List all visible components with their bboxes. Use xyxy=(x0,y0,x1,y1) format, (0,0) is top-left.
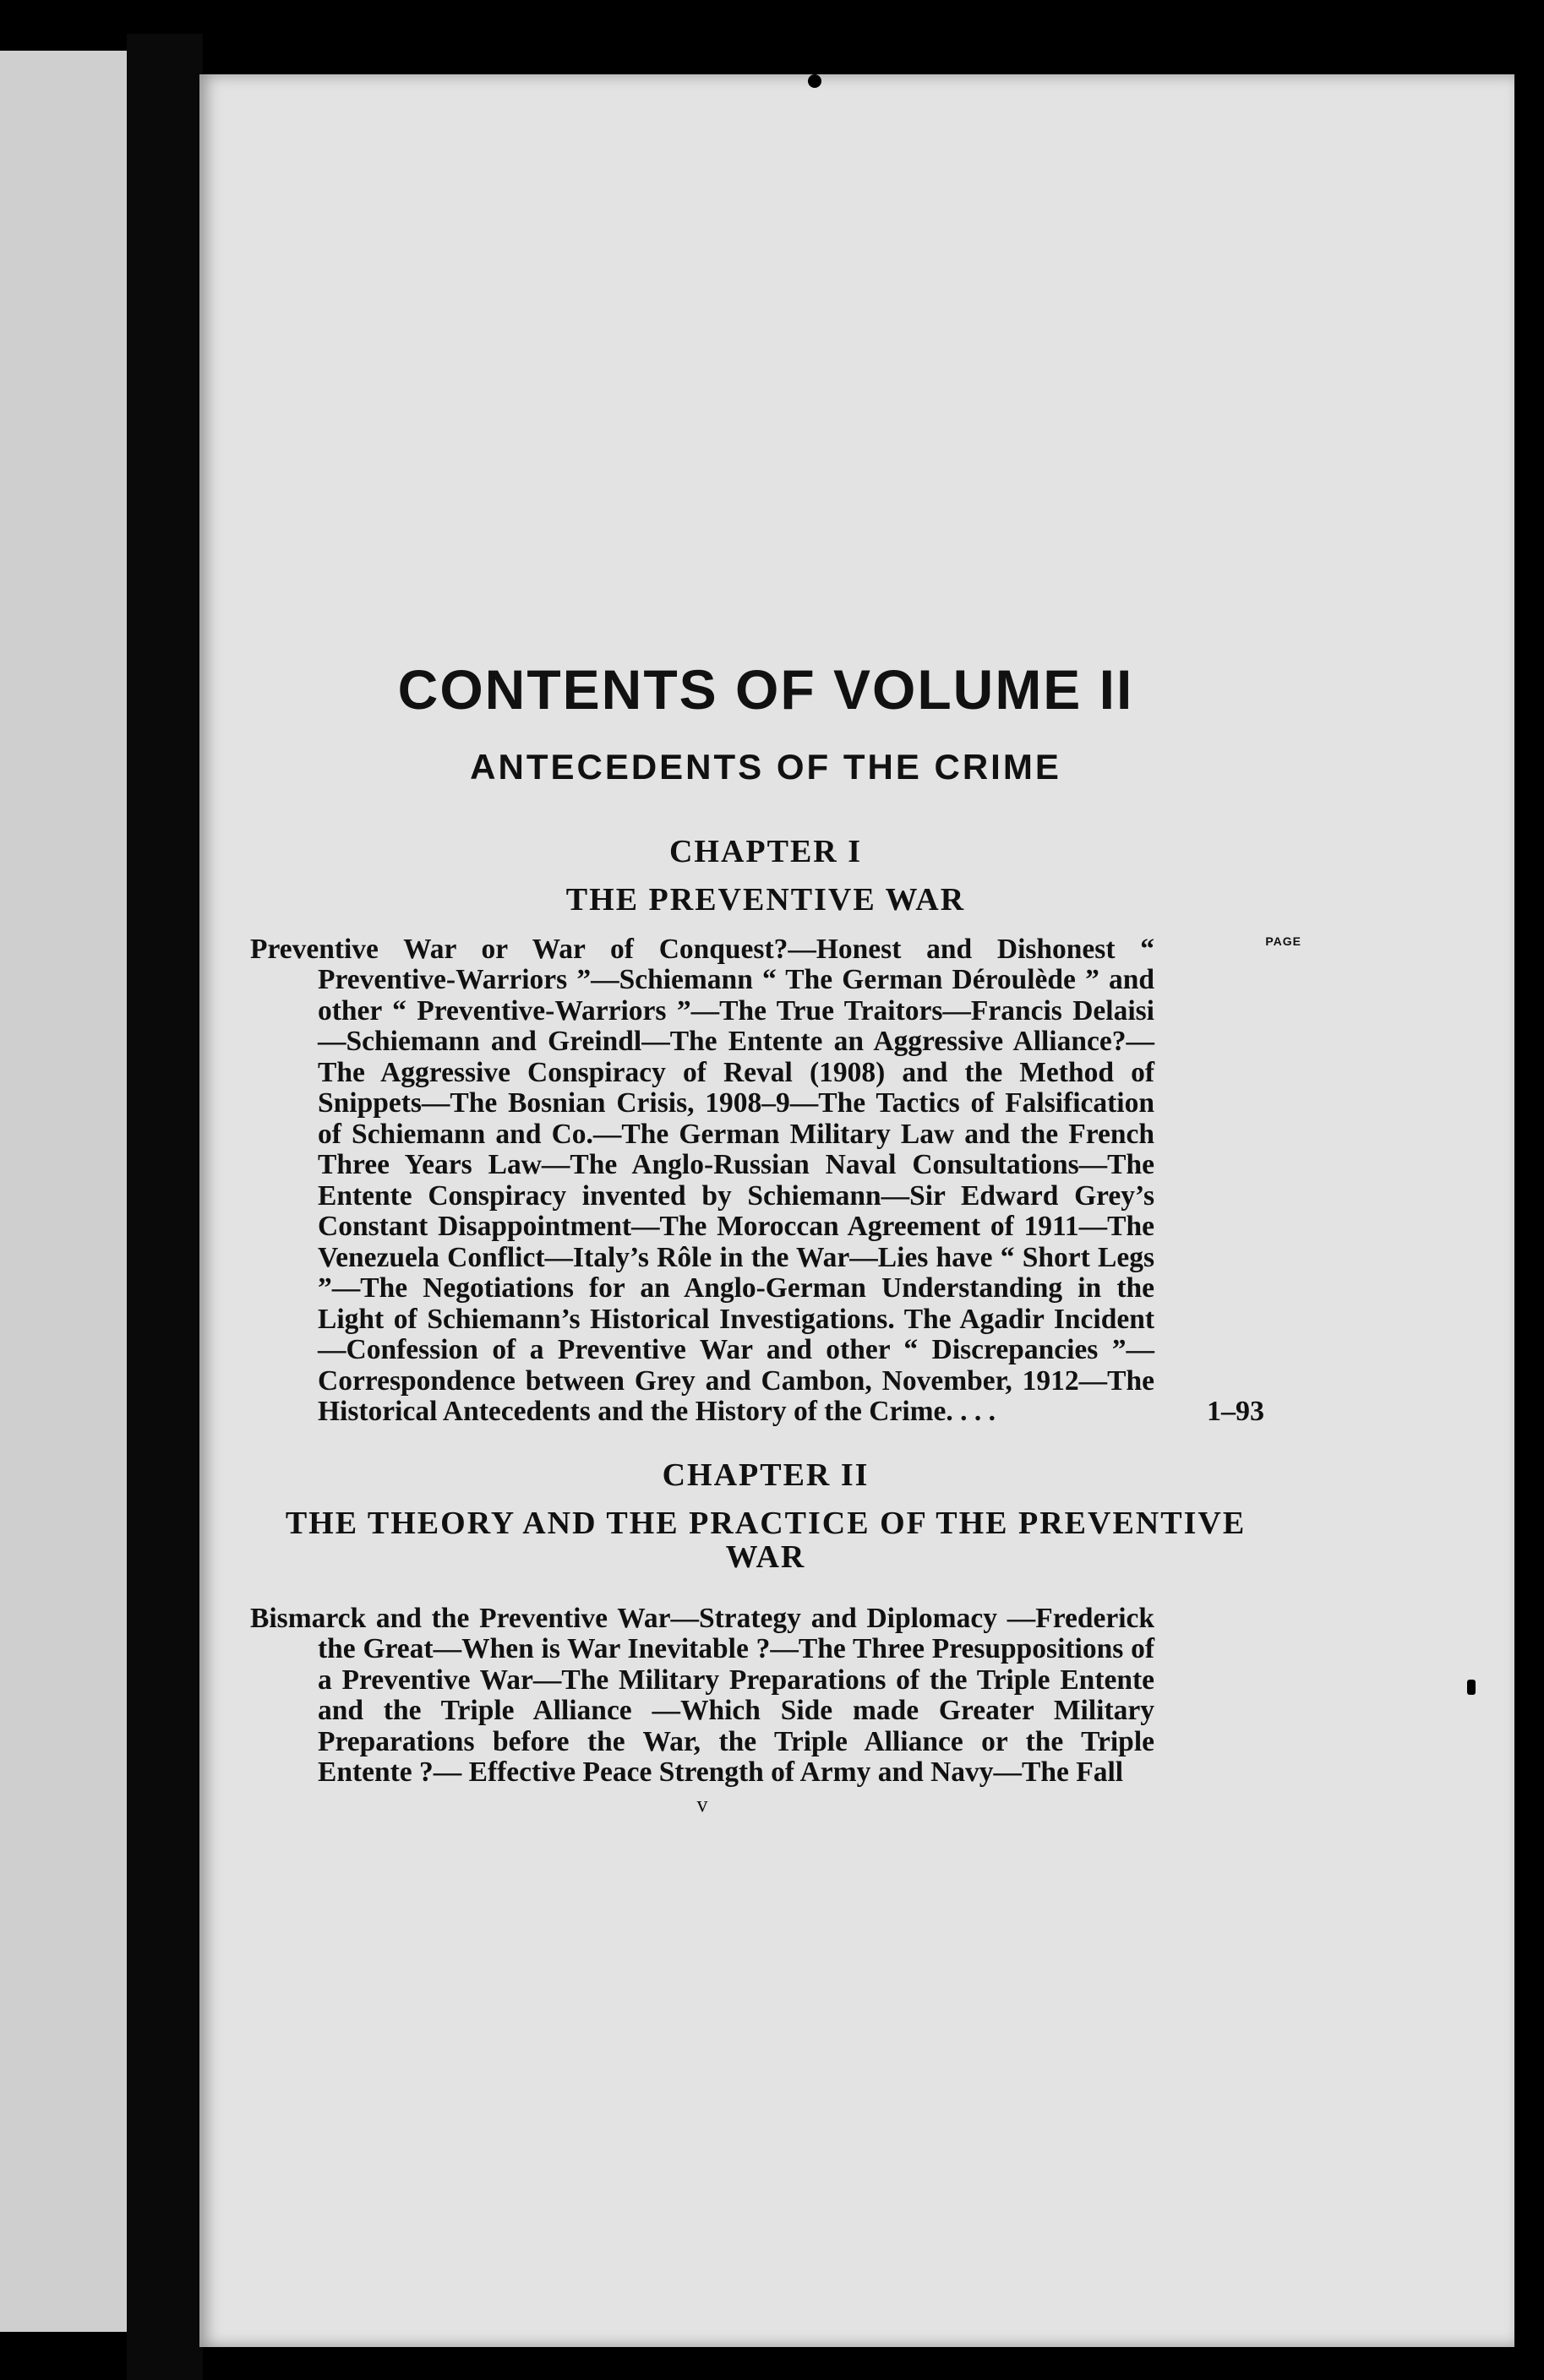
facing-page-edge xyxy=(0,51,127,2332)
chapter-1-entry-wrap xyxy=(250,933,1301,1428)
page-column-label: PAGE xyxy=(1265,934,1301,948)
chapter-2-label: CHAPTER II xyxy=(662,1457,870,1493)
ink-speck xyxy=(1467,1680,1476,1695)
chapter-2-summary-text: Bismarck and the Preventive War—Strategy and Diplomacy —Frederick the Great—When is War Inevitable ?—The Three Presuppositions of a Preventive War—The Military Preparations of the Triple Entente and the Triple Alliance —Which Side made Greater Military Preparations before the War, the Triple Alliance or the Triple Entente ?— Effective Peace Strength of Army and Navy—The Fall xyxy=(250,1602,1154,1789)
page-subtitle: ANTECEDENTS OF THE CRIME xyxy=(470,747,1061,787)
chapter-1-summary-text: Preventive War or War of Conquest?—Honest and Dishonest “ Preventive-Warriors ”—Schiemann “ The German Déroulède ” and other “ Preventive-Warriors ”—The True Traitors—Francis Delaisi—Schiemann and Greindl—The Entente an Aggressive Alliance?—The Aggressive Conspiracy of Reval (1908) and the Method of Snippets—The Bosnian Crisis, 1908–9—The Tactics of Falsification of Schiemann and Co.—The German Military Law and the French Three Years Law—The Anglo-Russian Naval Consultations—The Entente Conspiracy invented by Schiemann—Sir Edward Grey’s Constant Disappointment—The Moroccan Agreement of 1911—The Venezuela Conflict—Italy’s Rôle in the War—Lies have “ Short Legs ”—The Negotiations for an Anglo-German Understanding in the Light of Schiemann’s Historical Investigations. The Agadir Incident—Confession of a Preventive War and other “ Discrepancies ”—Correspondence between Grey and Cambon, November, 1912—The Historical Antecedents and the History of the Crime. . . . xyxy=(250,933,1154,1428)
chapter-1-title: THE PREVENTIVE WAR xyxy=(565,882,966,918)
book-spine xyxy=(127,34,203,2380)
ink-speck xyxy=(808,74,821,88)
chapter-1-pages: 1–93 xyxy=(1207,1396,1264,1428)
chapter-2-summary xyxy=(250,1604,1154,1789)
page-title: CONTENTS OF VOLUME II xyxy=(397,658,1134,721)
page-folio: v xyxy=(696,1791,708,1816)
chapter-1-summary xyxy=(250,933,1264,1428)
book-page xyxy=(199,74,1514,2347)
chapter-1-label: CHAPTER I xyxy=(668,834,863,869)
chapter-2-title: THE THEORY AND THE PRACTICE OF THE PREVENTIVE WAR xyxy=(285,1505,1247,1575)
contents-block xyxy=(250,657,1301,1817)
